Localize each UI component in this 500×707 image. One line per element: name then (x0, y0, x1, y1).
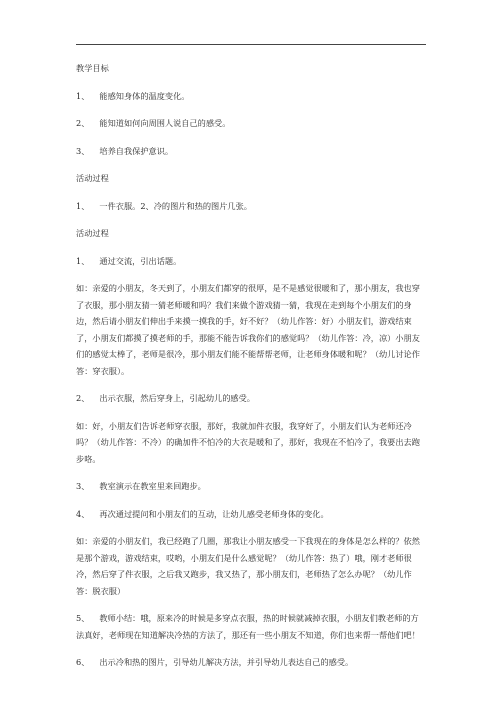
list-item: 5、 教师小结：哦，原来冷的时候是多穿点衣服，热的时候就减掉衣服，小朋友们教老师的方法真好，老师现在知道解决冷热的方法了，那还有一些小朋友不知道，你们也来帮一帮他们吧！ (76, 613, 420, 640)
list-item: 2、 能知道如何向周围人说自己的感受。 (76, 118, 231, 128)
header-rule (76, 44, 426, 45)
list-item: 1、 通过交流，引出话题。 (76, 255, 182, 266)
body-paragraph: 如：亲爱的小朋友们，我已经跑了几圈，那我让小朋友感受一下我现在的身体是怎么样的？依然是那个游戏，游戏结束，哎哟，小朋友们是什么感觉呢？（幼儿作答：热了）哦，刚才老师很冷，然后穿了件衣服，之后我又跑步，我又热了，那小朋友们，老师热了怎么办呢？（幼儿作答：脱衣服） (76, 536, 420, 596)
body-paragraph: 如：好，小朋友们告诉老师穿衣服，那好，我就加件衣服，我穿好了，小朋友们认为老师还冷吗？（幼儿作答：不冷）的确加件不怕冷的大衣是暖和了，那好，我现在不怕冷了，我要出去跑步咯。 (76, 420, 420, 464)
list-item: 1、 一件衣服。2、冷的图片和热的图片几张。 (76, 200, 252, 211)
section-heading: 教学目标 (76, 63, 109, 73)
list-item: 2、 出示衣服，然后穿身上，引起幼儿的感受。 (76, 393, 255, 403)
list-item: 4、 再次通过提问和小朋友们的互动，让幼儿感受老师身体的变化。 (76, 508, 329, 519)
section-heading: 活动过程 (76, 228, 109, 238)
list-item: 3、 培养自我保护意识。 (76, 145, 174, 156)
list-item: 6、 出示冷和热的图片，引导幼儿解决方法，并引导幼儿表达自己的感受。 (76, 657, 354, 667)
body-paragraph: 如：亲爱的小朋友，冬天到了，小朋友们都穿的很厚，是不是感觉很暖和了，那小朋友，我也穿了衣服，那小朋友猜一猜老师暖和吗？我们来做个游戏猜一猜，我现在走到每个小朋友们的身边，然后请小朋友们伸出手来摸一摸我的手，好不好？（幼儿作答：好）小朋友们，游戏结束了，小朋友们都摸了摸老师的手，那能不能告诉我你们的感觉吗？（幼儿作答：冷，凉）小朋友们的感觉太棒了，老师是很冷，那小朋友们能不能帮帮老师，让老师身体暖和呢？（幼儿讨论作答：穿衣服）。 (76, 283, 420, 376)
list-item: 3、 教室演示在教室里来回跑步。 (76, 481, 206, 491)
document-body (76, 60, 426, 682)
section-heading: 活动过程 (76, 173, 109, 183)
list-item: 1、 能感知身体的温度变化。 (76, 90, 190, 101)
